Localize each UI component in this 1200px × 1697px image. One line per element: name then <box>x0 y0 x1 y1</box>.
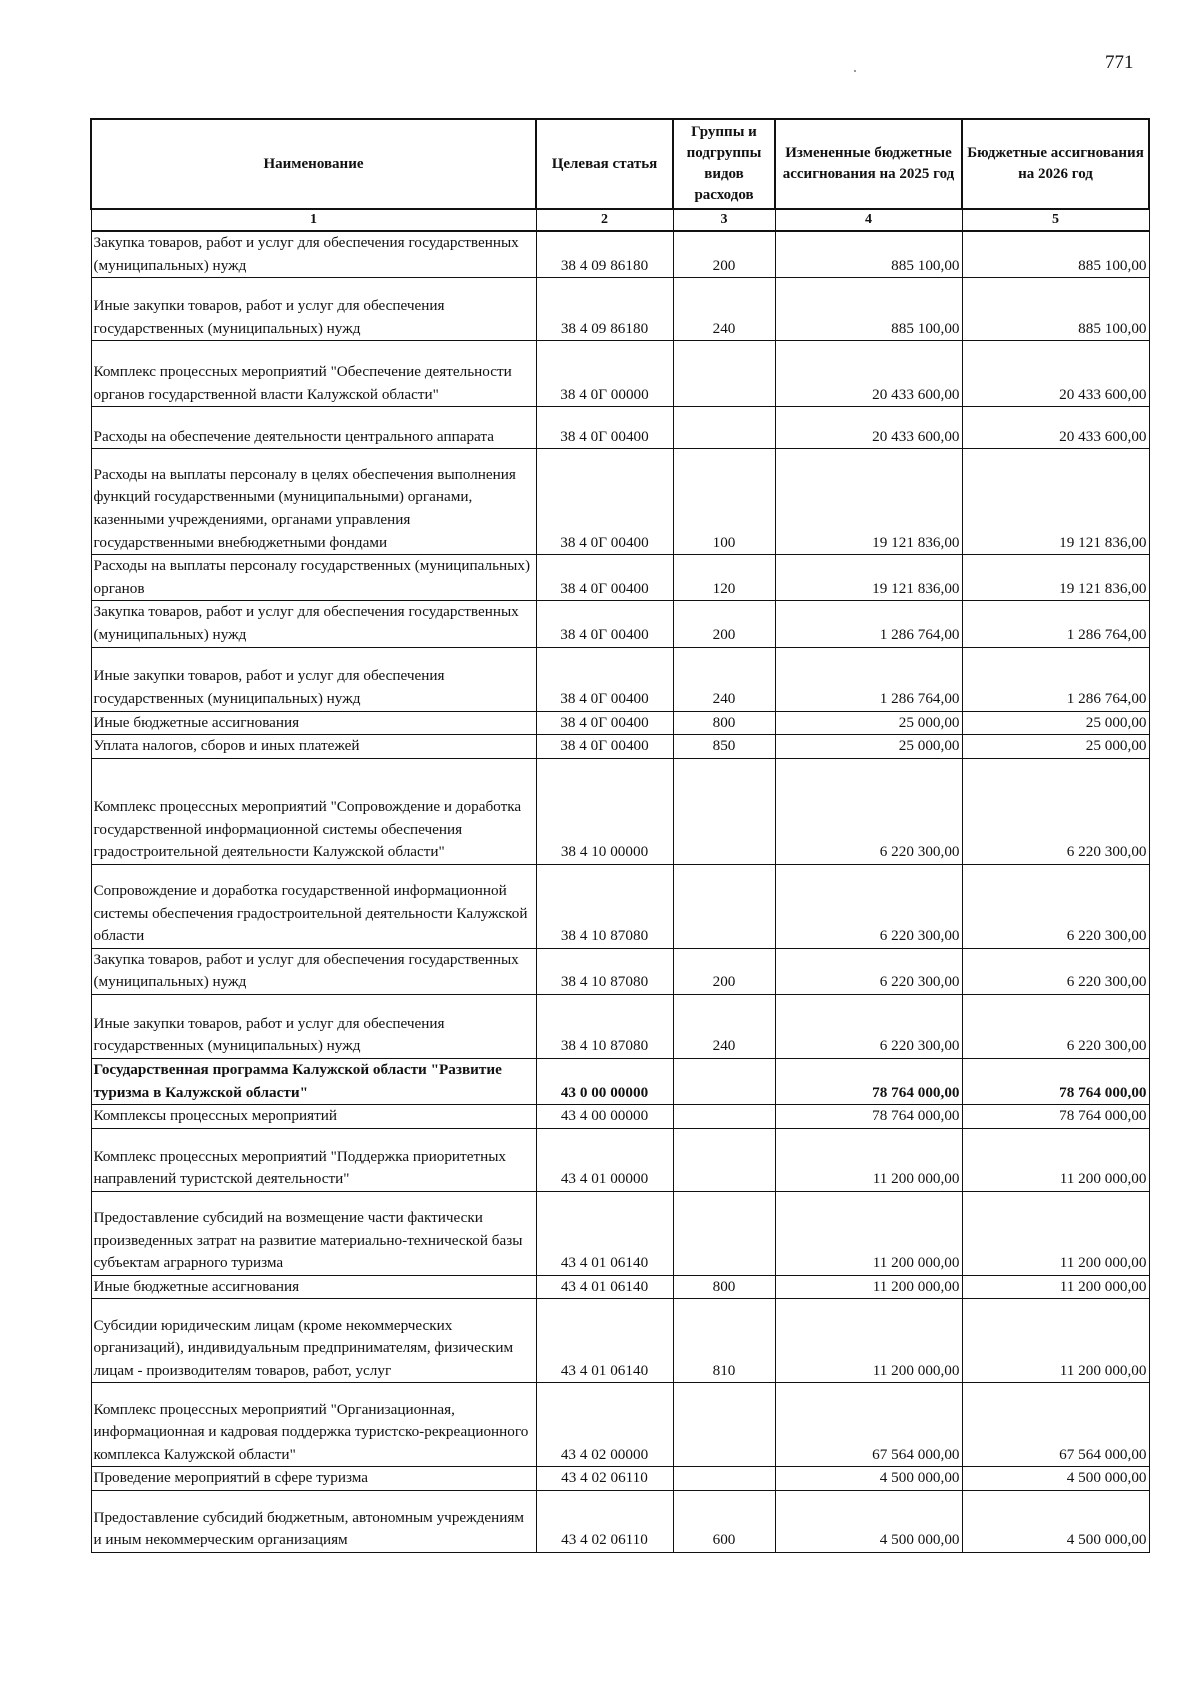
page-number: 771 <box>1105 52 1134 73</box>
row-target-code: 38 4 10 87080 <box>536 864 673 948</box>
row-expense-group: 240 <box>673 994 775 1058</box>
row-amount-2025: 11 200 000,00 <box>775 1128 962 1191</box>
row-name: Иные бюджетные ассигнования <box>91 1275 536 1299</box>
row-name: Комплекс процессных мероприятий "Поддержка приоритетных направлений туристской деятельности" <box>91 1128 536 1191</box>
row-name: Субсидии юридическим лицам (кроме некоммерческих организаций), индивидуальным предпринимателям, физическим лицам - производителям товаров, работ, услуг <box>91 1299 536 1383</box>
row-expense-group <box>673 407 775 449</box>
row-amount-2025: 11 200 000,00 <box>775 1275 962 1299</box>
row-target-code: 38 4 0Г 00400 <box>536 449 673 555</box>
row-target-code: 43 4 00 00000 <box>536 1105 673 1129</box>
table-row <box>91 1275 1149 1299</box>
row-expense-group <box>673 1191 775 1275</box>
col-num-1: 1 <box>91 209 536 231</box>
row-amount-2026: 67 564 000,00 <box>962 1383 1149 1467</box>
table-row <box>91 231 1149 278</box>
row-target-code: 38 4 0Г 00400 <box>536 647 673 711</box>
row-amount-2026: 25 000,00 <box>962 711 1149 735</box>
table-row <box>91 555 1149 601</box>
col-num-3: 3 <box>673 209 775 231</box>
table-row <box>91 1105 1149 1129</box>
table-row <box>91 1191 1149 1275</box>
row-expense-group <box>673 1128 775 1191</box>
row-amount-2025: 20 433 600,00 <box>775 407 962 449</box>
row-amount-2026: 6 220 300,00 <box>962 948 1149 994</box>
row-amount-2026: 1 286 764,00 <box>962 601 1149 647</box>
row-amount-2025: 1 286 764,00 <box>775 647 962 711</box>
row-target-code: 38 4 10 87080 <box>536 994 673 1058</box>
table-row <box>91 601 1149 647</box>
table-row <box>91 1490 1149 1552</box>
table-row <box>91 948 1149 994</box>
row-amount-2025: 67 564 000,00 <box>775 1383 962 1467</box>
row-amount-2026: 11 200 000,00 <box>962 1275 1149 1299</box>
row-name: Иные закупки товаров, работ и услуг для обеспечения государственных (муниципальных) нужд <box>91 278 536 341</box>
col-num-4: 4 <box>775 209 962 231</box>
row-target-code: 43 4 01 00000 <box>536 1128 673 1191</box>
row-name: Предоставление субсидий бюджетным, автономным учреждениям и иным некоммерческим организациям <box>91 1490 536 1552</box>
header-name: Наименование <box>91 119 536 209</box>
row-name: Иные бюджетные ассигнования <box>91 711 536 735</box>
row-amount-2025: 1 286 764,00 <box>775 601 962 647</box>
row-amount-2026: 25 000,00 <box>962 735 1149 759</box>
header-budget-2026: Бюджетные ассигнования на 2026 год <box>962 119 1149 209</box>
row-name: Комплекс процессных мероприятий "Обеспечение деятельности органов государственной власти Калужской области" <box>91 341 536 407</box>
row-target-code: 43 4 02 00000 <box>536 1383 673 1467</box>
row-target-code: 38 4 0Г 00000 <box>536 341 673 407</box>
row-name: Расходы на выплаты персоналу государственных (муниципальных) органов <box>91 555 536 601</box>
row-name: Закупка товаров, работ и услуг для обеспечения государственных (муниципальных) нужд <box>91 231 536 278</box>
row-amount-2025: 4 500 000,00 <box>775 1490 962 1552</box>
row-expense-group: 600 <box>673 1490 775 1552</box>
table-row <box>91 758 1149 864</box>
row-expense-group: 240 <box>673 278 775 341</box>
row-target-code: 43 4 01 06140 <box>536 1191 673 1275</box>
row-amount-2026: 885 100,00 <box>962 278 1149 341</box>
row-amount-2026: 11 200 000,00 <box>962 1191 1149 1275</box>
row-name: Сопровождение и доработка государственной информационной системы обеспечения градостроительной деятельности Калужской области <box>91 864 536 948</box>
row-amount-2025: 19 121 836,00 <box>775 449 962 555</box>
row-name: Закупка товаров, работ и услуг для обеспечения государственных (муниципальных) нужд <box>91 601 536 647</box>
table-row <box>91 864 1149 948</box>
row-amount-2025: 4 500 000,00 <box>775 1467 962 1491</box>
row-amount-2026: 78 764 000,00 <box>962 1058 1149 1104</box>
row-amount-2026: 11 200 000,00 <box>962 1128 1149 1191</box>
row-amount-2026: 6 220 300,00 <box>962 758 1149 864</box>
row-name: Предоставление субсидий на возмещение части фактически произведенных затрат на развитие материально-технической базы субъектам аграрного туризма <box>91 1191 536 1275</box>
row-expense-group: 200 <box>673 231 775 278</box>
row-name: Комплекс процессных мероприятий "Сопровождение и доработка государственной информационной системы обеспечения градостроительной деятельности Калужской области" <box>91 758 536 864</box>
table-row <box>91 1467 1149 1491</box>
row-amount-2025: 885 100,00 <box>775 231 962 278</box>
row-amount-2026: 4 500 000,00 <box>962 1467 1149 1491</box>
row-amount-2026: 4 500 000,00 <box>962 1490 1149 1552</box>
row-name: Комплексы процессных мероприятий <box>91 1105 536 1129</box>
row-name: Закупка товаров, работ и услуг для обеспечения государственных (муниципальных) нужд <box>91 948 536 994</box>
row-expense-group: 850 <box>673 735 775 759</box>
column-number-row <box>91 209 1149 231</box>
row-expense-group: 800 <box>673 711 775 735</box>
row-target-code: 38 4 10 00000 <box>536 758 673 864</box>
header-code: Целевая статья <box>536 119 673 209</box>
table-row <box>91 735 1149 759</box>
header-changed-2025: Измененные бюджетные ассигнования на 2025 год <box>775 119 962 209</box>
row-expense-group <box>673 341 775 407</box>
row-amount-2025: 6 220 300,00 <box>775 994 962 1058</box>
row-expense-group: 240 <box>673 647 775 711</box>
row-target-code: 38 4 0Г 00400 <box>536 407 673 449</box>
row-expense-group <box>673 1383 775 1467</box>
row-amount-2026: 78 764 000,00 <box>962 1105 1149 1129</box>
table-row <box>91 278 1149 341</box>
table-row <box>91 1383 1149 1467</box>
row-expense-group: 810 <box>673 1299 775 1383</box>
row-amount-2025: 20 433 600,00 <box>775 341 962 407</box>
row-name: Расходы на выплаты персоналу в целях обеспечения выполнения функций государственными (муниципальными) органами, казенными учреждениями, органами управления государственными внебюджетными фондами <box>91 449 536 555</box>
row-target-code: 38 4 0Г 00400 <box>536 555 673 601</box>
row-amount-2025: 19 121 836,00 <box>775 555 962 601</box>
row-expense-group <box>673 1467 775 1491</box>
row-target-code: 38 4 10 87080 <box>536 948 673 994</box>
row-amount-2026: 20 433 600,00 <box>962 341 1149 407</box>
row-target-code: 43 4 01 06140 <box>536 1299 673 1383</box>
row-expense-group: 200 <box>673 948 775 994</box>
row-target-code: 43 4 01 06140 <box>536 1275 673 1299</box>
row-expense-group <box>673 758 775 864</box>
row-amount-2026: 19 121 836,00 <box>962 555 1149 601</box>
row-amount-2025: 78 764 000,00 <box>775 1058 962 1104</box>
row-expense-group: 120 <box>673 555 775 601</box>
row-target-code: 43 4 02 06110 <box>536 1467 673 1491</box>
row-target-code: 43 0 00 00000 <box>536 1058 673 1104</box>
row-name: Проведение мероприятий в сфере туризма <box>91 1467 536 1491</box>
row-target-code: 38 4 0Г 00400 <box>536 601 673 647</box>
row-amount-2026: 11 200 000,00 <box>962 1299 1149 1383</box>
row-name: Иные закупки товаров, работ и услуг для обеспечения государственных (муниципальных) нужд <box>91 994 536 1058</box>
row-name: Уплата налогов, сборов и иных платежей <box>91 735 536 759</box>
row-amount-2025: 78 764 000,00 <box>775 1105 962 1129</box>
table-row <box>91 1299 1149 1383</box>
row-expense-group: 200 <box>673 601 775 647</box>
row-target-code: 38 4 0Г 00400 <box>536 711 673 735</box>
row-amount-2025: 6 220 300,00 <box>775 758 962 864</box>
table-row <box>91 1128 1149 1191</box>
row-target-code: 38 4 0Г 00400 <box>536 735 673 759</box>
row-amount-2026: 1 286 764,00 <box>962 647 1149 711</box>
row-name: Иные закупки товаров, работ и услуг для обеспечения государственных (муниципальных) нужд <box>91 647 536 711</box>
row-amount-2026: 6 220 300,00 <box>962 864 1149 948</box>
table-header-row <box>91 119 1149 209</box>
scan-dot <box>854 70 856 72</box>
row-amount-2025: 11 200 000,00 <box>775 1299 962 1383</box>
table-row <box>91 711 1149 735</box>
row-name: Расходы на обеспечение деятельности центрального аппарата <box>91 407 536 449</box>
row-expense-group <box>673 1058 775 1104</box>
row-amount-2026: 6 220 300,00 <box>962 994 1149 1058</box>
row-name: Комплекс процессных мероприятий "Организационная, информационная и кадровая поддержка туристско-рекреационного комплекса Калужской области" <box>91 1383 536 1467</box>
row-amount-2026: 885 100,00 <box>962 231 1149 278</box>
table-body <box>91 231 1149 1552</box>
row-name: Государственная программа Калужской области "Развитие туризма в Калужской области" <box>91 1058 536 1104</box>
table-row <box>91 647 1149 711</box>
row-amount-2025: 25 000,00 <box>775 735 962 759</box>
table-row <box>91 449 1149 555</box>
row-amount-2025: 885 100,00 <box>775 278 962 341</box>
row-expense-group: 100 <box>673 449 775 555</box>
row-target-code: 38 4 09 86180 <box>536 231 673 278</box>
header-group: Группы и подгруппы видов расходов <box>673 119 775 209</box>
row-amount-2025: 25 000,00 <box>775 711 962 735</box>
budget-table <box>90 118 1150 1553</box>
row-amount-2025: 6 220 300,00 <box>775 948 962 994</box>
row-expense-group <box>673 1105 775 1129</box>
row-expense-group <box>673 864 775 948</box>
row-target-code: 38 4 09 86180 <box>536 278 673 341</box>
table-row <box>91 994 1149 1058</box>
table-row <box>91 341 1149 407</box>
row-target-code: 43 4 02 06110 <box>536 1490 673 1552</box>
row-expense-group: 800 <box>673 1275 775 1299</box>
table-row <box>91 407 1149 449</box>
row-amount-2026: 20 433 600,00 <box>962 407 1149 449</box>
row-amount-2025: 6 220 300,00 <box>775 864 962 948</box>
row-amount-2026: 19 121 836,00 <box>962 449 1149 555</box>
row-amount-2025: 11 200 000,00 <box>775 1191 962 1275</box>
col-num-5: 5 <box>962 209 1149 231</box>
table-row <box>91 1058 1149 1104</box>
col-num-2: 2 <box>536 209 673 231</box>
